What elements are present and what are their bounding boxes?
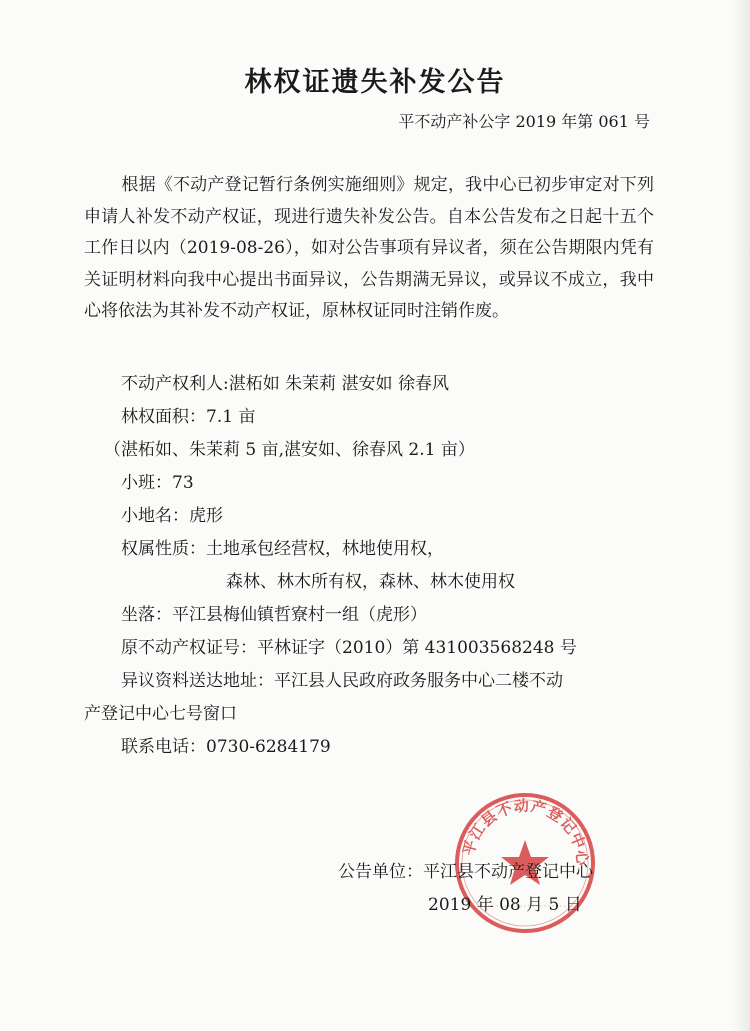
notice-paragraph <box>84 170 654 328</box>
page-edge-shadow <box>732 0 750 1031</box>
sub-class: 小班：73 <box>121 473 194 493</box>
right-holders: 不动产权利人:湛柘如 朱茉莉 湛安如 徐春风 <box>121 374 449 394</box>
original-cert-number: 原不动产权证号：平林证字（2010）第 431003568248 号 <box>121 638 577 658</box>
area-breakdown: （湛柘如、朱茉莉 5 亩,湛安如、徐春风 2.1 亩） <box>104 440 475 460</box>
document-number: 平不动产补公字 2019 年第 061 号 <box>398 112 650 131</box>
location: 坐落：平江县梅仙镇哲寮村一组（虎形） <box>121 605 427 625</box>
objection-address-line-2: 产登记中心七号窗口 <box>84 704 237 724</box>
forest-area: 林权面积：7.1 亩 <box>121 407 256 427</box>
objection-address-line-1: 异议资料送达地址：平江县人民政府政务服务中心二楼不动 <box>121 671 563 691</box>
issue-date: 2019 年 08 月 5 日 <box>428 895 582 915</box>
ownership-nature-line-1: 权属性质：土地承包经营权，林地使用权， <box>121 539 444 559</box>
contact-phone: 联系电话：0730-6284179 <box>121 737 331 757</box>
notice-title: 林权证遗失补发公告 <box>244 67 506 98</box>
issuer: 公告单位：平江县不动产登记中心 <box>338 862 593 882</box>
ownership-nature-line-2: 森林、林木所有权，森林、林木使用权 <box>226 572 515 592</box>
place-name: 小地名：虎形 <box>121 506 223 526</box>
paragraph-text: 根据《不动产登记暂行条例实施细则》规定，我中心已初步审定对下列申请人补发不动产权证，现进行遗失补发公告。自本公告发布之日起十五个工作日以内（2019-08-26），如对公告事项有异议者，须在公告期限内凭有关证明材料向我中心提出书面异议，公告期满无异议，或异议不成立，我中心将依法为其补发不动产权证，原林权证同时注销作废。 <box>84 175 654 321</box>
svg-text:平江县不动产登记中心: 平江县不动产登记中心 <box>459 796 592 867</box>
